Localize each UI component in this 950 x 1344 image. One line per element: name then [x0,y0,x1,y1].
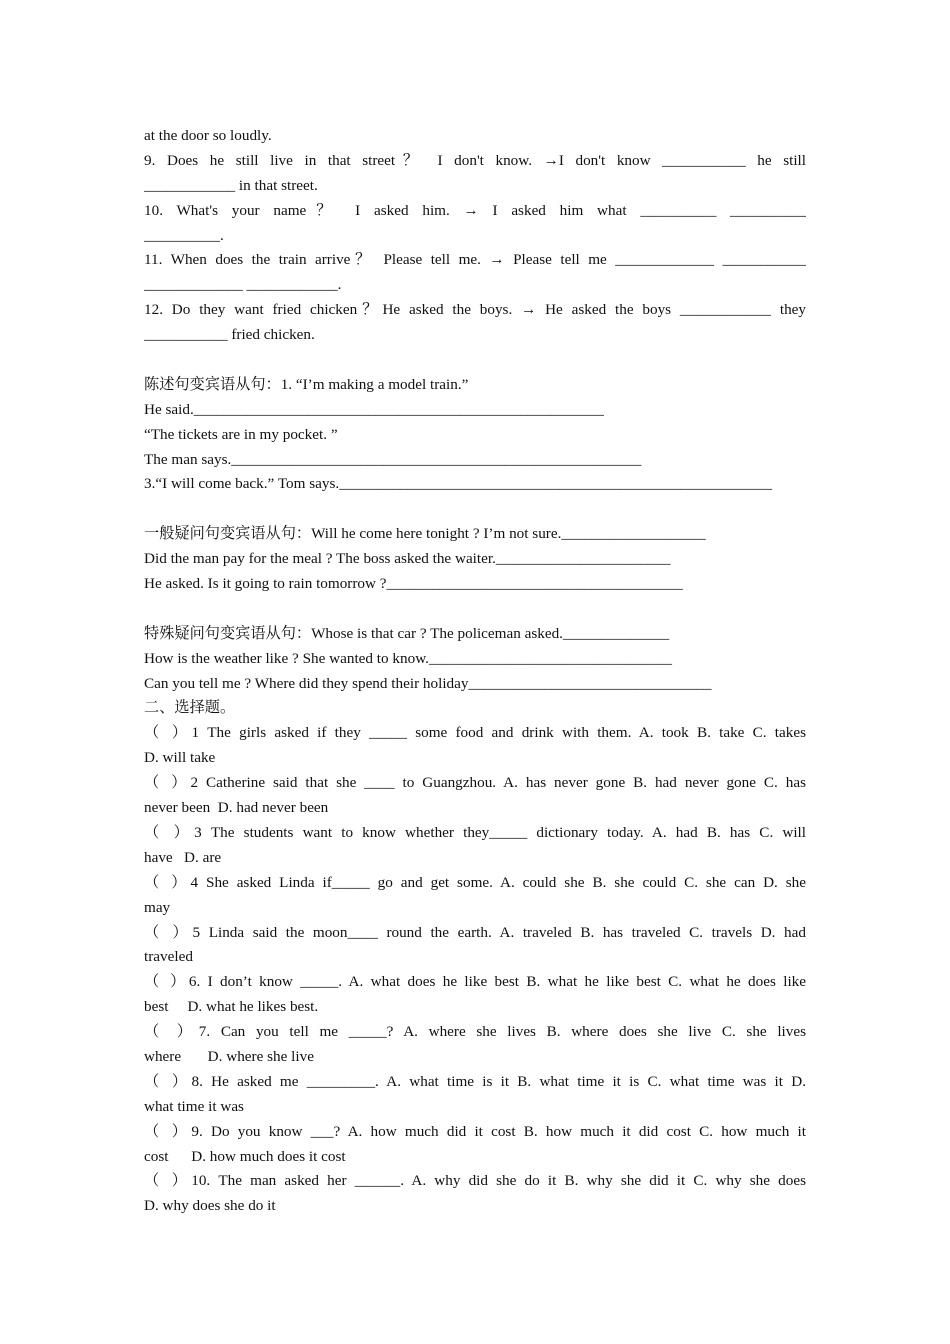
yes-no-question-heading: 一般疑问句变宾语从句：Will he come here tonight ? I’m not sure.___________________ [144,525,706,543]
document-page [144,124,806,1219]
choice-q6-line2: best D. what he likes best. [144,998,319,1016]
wh-question-line-3: Can you tell me ? Where did they spend their holiday________________________________ [144,674,712,692]
spacer [144,348,806,373]
wh-question-heading: 特殊疑问句变宾语从句：Whose is that car ? The policeman asked.______________ [144,624,670,642]
choice-q2-line2: never been D. had never been [144,799,329,817]
continued-line: at the door so loudly. [144,127,272,144]
choice-q1-line1: （ ）1 The girls asked if they _____ some food and drink with them. A. took B. take C. takes [144,724,806,742]
choice-q7-line1: （ ）7. Can you tell me _____? A. where she lives B. where does she live C. she lives [144,1023,806,1041]
choice-q5-line1: （ ）5 Linda said the moon____ round the earth. A. traveled B. has traveled C. travels D. had [144,923,806,941]
choice-q10-line1: （ ）10. The man asked her ______. A. why did she do it B. why she did it C. why she does [144,1172,806,1190]
choice-q2-line1: （ ）2 Catherine said that she ____ to Guangzhou. A. has never gone B. had never gone C. has [144,774,806,792]
choice-q3-line1: （ ）3 The students want to know whether they_____ dictionary today. A. had B. has C. will [144,823,806,841]
choice-q4-line1: （ ）4 She asked Linda if_____ go and get some. A. could she B. she could C. she can D. she [144,873,806,891]
question-9-line1: 9. Does he still live in that street？ I don't know. →I don't know ___________ he still [144,151,806,169]
statement-line-4: The man says.______________________________________________________ [144,450,642,468]
wh-question-line-2: How is the weather like ? She wanted to know.________________________________ [144,649,672,667]
statement-line-2: He said.______________________________________________________ [144,400,604,418]
yes-no-question-line-2: Did the man pay for the meal ? The boss asked the waiter._______________________ [144,550,671,568]
question-9-line2: ____________ in that street. [144,176,318,194]
choice-q6-line1: （ ）6. I don’t know _____. A. what does he like best B. what he like best C. what he does like [144,973,806,991]
statement-line-3: “The tickets are in my pocket. ” [144,425,338,443]
statement-line-5: 3.“I will come back.” Tom says._________________________________________________________ [144,475,773,493]
choice-section-heading: 二、选择题。 [144,699,236,717]
choice-q3-line2: have D. are [144,848,222,866]
question-11-line1: 11. When does the train arrive？ Please tell me. → Please tell me _____________ ___________ [144,251,806,269]
question-10-line1: 10. What's your name？ I asked him. → I asked him what __________ __________ [144,201,806,219]
choice-q9-line1: （ ）9. Do you know ___? A. how much did it cost B. how much it did cost C. how much it [144,1122,806,1140]
choice-q5-line2: traveled [144,948,193,966]
spacer [144,597,806,622]
choice-q8-line2: what time it was [144,1097,244,1115]
question-11-line2: _____________ ____________. [144,276,342,294]
choice-q9-line2: cost D. how much does it cost [144,1147,346,1165]
choice-q1-line2: D. will take [144,749,216,767]
question-12-line1: 12. Do they want fried chicken？He asked the boys. → He asked the boys ____________ they [144,301,806,319]
choice-q10-line2: D. why does she do it [144,1197,276,1215]
choice-q8-line1: （ ）8. He asked me _________. A. what time is it B. what time it is C. what time was it D. [144,1072,806,1090]
question-10-line2: __________. [144,226,224,244]
yes-no-question-line-3: He asked. Is it going to rain tomorrow ?_______________________________________ [144,575,683,593]
question-12-line2: ___________ fried chicken. [144,326,315,344]
choice-q4-line2: may [144,898,171,916]
statement-heading: 陈述句变宾语从句：1. “I’m making a model train.” [144,375,469,393]
spacer [144,497,806,522]
choice-q7-line2: where D. where she live [144,1047,314,1065]
